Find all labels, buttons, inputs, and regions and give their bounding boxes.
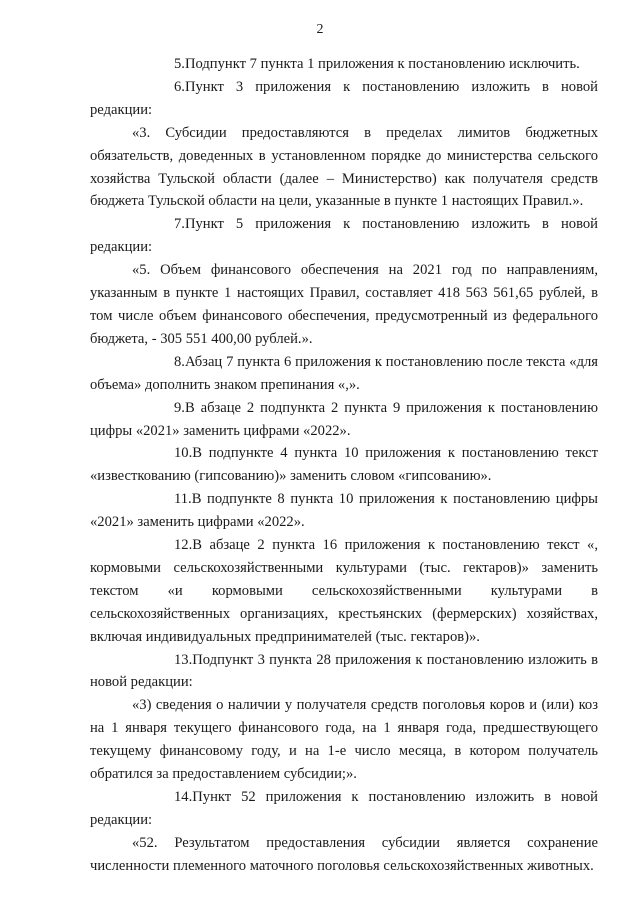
document-body [90, 53, 598, 878]
quoted-text-3-subitem [90, 694, 598, 786]
paragraph-item-12 [90, 534, 598, 649]
quoted-text-3 [90, 122, 598, 214]
item-number: 9. [174, 399, 185, 416]
paragraph-item-9 [90, 397, 598, 443]
paragraph-text: Пункт 5 приложения к постановлению изложить в новой редакции: [90, 216, 598, 256]
quoted-text-52 [90, 832, 598, 878]
item-number: 6. [174, 78, 185, 95]
paragraph-text: Абзац 7 пункта 6 приложения к постановлению после текста «для объема» дополнить знаком препинания «,». [90, 353, 598, 393]
paragraph-text: Пункт 3 приложения к постановлению изложить в новой редакции: [90, 78, 598, 118]
item-number: 13. [174, 651, 193, 668]
item-number: 7. [174, 216, 185, 233]
paragraph-item-14 [90, 786, 598, 832]
item-number: 11. [174, 491, 192, 508]
item-number: 10. [174, 445, 193, 462]
paragraph-text: В абзаце 2 подпункта 2 пункта 9 приложения к постановлению цифры «2021» заменить цифрами «2022». [90, 399, 598, 439]
paragraph-item-5 [90, 53, 598, 76]
paragraph-item-7 [90, 213, 598, 259]
page-number: 2 [316, 22, 324, 37]
paragraph-text: «3) сведения о наличии у получателя средств поголовья коров и (или) коз на 1 января текущего финансового года, на 1 января года, предшествующего текущему финансовому году, и на 1-е число месяца, в котором получатель обратился за предоставлением субсидии;». [90, 697, 598, 783]
paragraph-text: Подпункт 3 пункта 28 приложения к постановлению изложить в новой редакции: [90, 651, 598, 691]
item-number: 5. [174, 56, 185, 72]
paragraph-text: «3. Субсидии предоставляются в пределах лимитов бюджетных обязательств, доведенных в установленном порядке до министерства сельского хозяйства Тульской области (далее – Министерство) как получателя средств бюджета Тульской области на цели, указанные в пункте 1 настоящих Правил.». [90, 124, 598, 210]
paragraph-text: Пункт 52 приложения к постановлению изложить в новой редакции: [90, 789, 598, 828]
paragraph-item-11 [90, 488, 598, 534]
item-number: 14. [174, 789, 193, 805]
paragraph-text: Подпункт 7 пункта 1 приложения к постановлению исключить. [184, 56, 580, 72]
paragraph-item-6 [90, 76, 598, 122]
paragraph-text: В подпункте 8 пункта 10 приложения к постановлению цифры «2021» заменить цифрами «2022». [90, 491, 598, 531]
paragraph-item-13 [90, 649, 598, 695]
quoted-text-5 [90, 259, 598, 351]
item-number: 12. [174, 537, 193, 554]
paragraph-item-8 [90, 351, 598, 397]
paragraph-text: В абзаце 2 пункта 16 приложения к постановлению текст «, кормовыми сельскохозяйственными культурами (тыс. гектаров)» заменить текстом «и кормовыми сельскохозяйственными культурами в сельскохозяйственных организациях, крестьянских (фермерских) хозяйствах, включая индивидуальных предпринимателей (тыс. гектаров)». [90, 537, 598, 645]
paragraph-item-10 [90, 442, 598, 488]
paragraph-text: «52. Результатом предоставления субсидии является сохранение численности племенного маточного поголовья сельскохозяйственных животных. [90, 834, 598, 874]
paragraph-text: В подпункте 4 пункта 10 приложения к постановлению текст «известкованию (гипсованию)» заменить словом «гипсованию». [90, 445, 598, 485]
paragraph-text: «5. Объем финансового обеспечения на 2021 год по направлениям, указанным в пункте 1 настоящих Правил, составляет 418 563 561,65 рублей, в том числе объем финансового обеспечения, предусмотренный из федерального бюджета, - 305 551 400,00 рублей.». [90, 262, 598, 347]
item-number: 8. [174, 353, 185, 370]
